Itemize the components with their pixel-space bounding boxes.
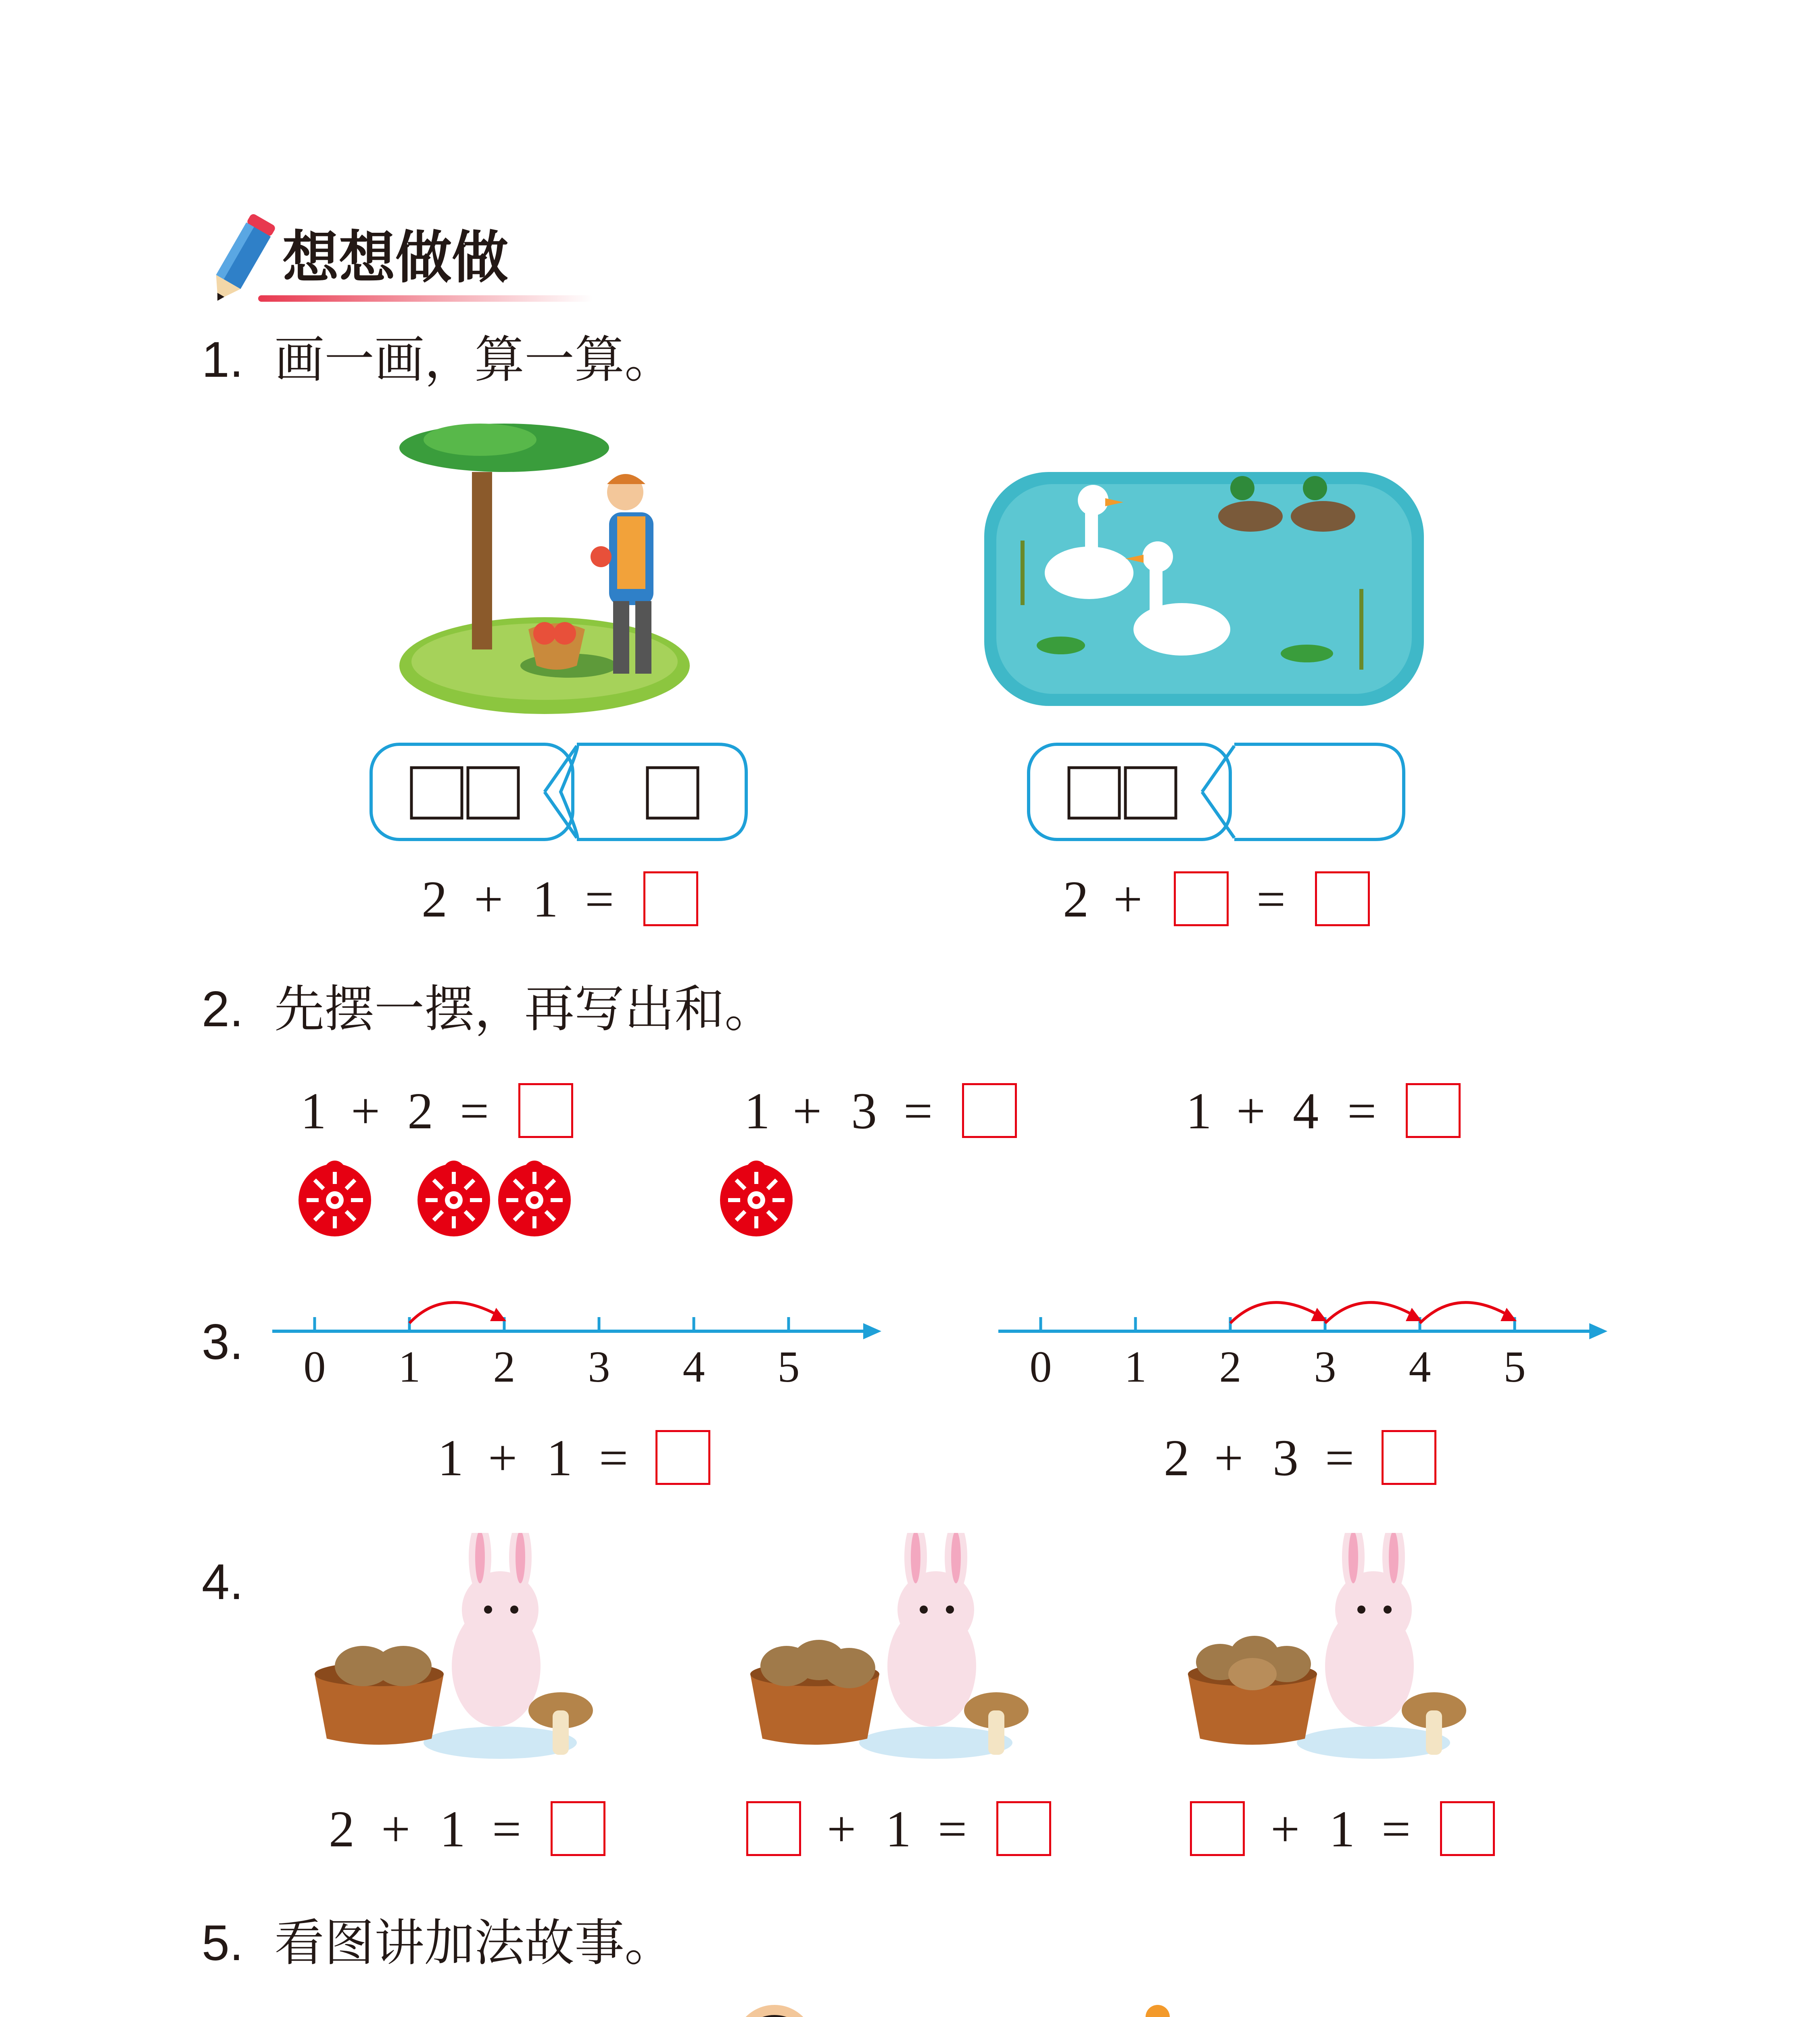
q1-right-decompose-box <box>1025 740 1412 845</box>
rabbit-mushroom-illustration-2 <box>746 1533 1061 1767</box>
children-reading-illustration <box>536 1981 1267 2017</box>
answer-box[interactable] <box>643 871 698 926</box>
section-header <box>198 206 601 311</box>
pencil-icon <box>198 206 286 311</box>
answer-box[interactable] <box>1174 871 1229 926</box>
tick-label: 1 <box>398 1342 421 1391</box>
q2-number: 2. <box>202 981 244 1037</box>
rabbit-mushroom-illustration-3 <box>1184 1533 1499 1767</box>
q1-number: 1. <box>202 332 244 388</box>
answer-box[interactable] <box>655 1430 710 1485</box>
q4-number: 4. <box>202 1554 244 1610</box>
counter-disc <box>298 1161 371 1236</box>
tick-label: 0 <box>303 1342 326 1391</box>
answer-box[interactable] <box>962 1083 1017 1138</box>
q1-text: 画一画，算一算。 <box>274 331 675 389</box>
tick-label: 4 <box>1409 1342 1431 1391</box>
answer-box[interactable] <box>1382 1430 1436 1485</box>
counter-disc <box>498 1161 571 1236</box>
tick-label: 0 <box>1029 1342 1052 1391</box>
rabbit-mushroom-illustration-1 <box>311 1533 625 1767</box>
q3-number: 3. <box>202 1314 244 1370</box>
q1-left-decompose-box <box>367 740 754 845</box>
tick-label: 3 <box>1314 1342 1336 1391</box>
answer-box[interactable] <box>996 1801 1051 1856</box>
answer-box[interactable] <box>1190 1801 1245 1856</box>
tick-label: 2 <box>493 1342 516 1391</box>
header-underline <box>258 295 593 302</box>
answer-box[interactable] <box>1406 1083 1461 1138</box>
section-title: 想想做做 <box>282 225 509 291</box>
tick-label: 3 <box>588 1342 610 1391</box>
tick-label: 1 <box>1124 1342 1147 1391</box>
answer-box[interactable] <box>1440 1801 1495 1856</box>
tick-label: 2 <box>1219 1342 1242 1391</box>
tick-label: 5 <box>777 1342 800 1391</box>
tick-label: 4 <box>682 1342 705 1391</box>
q2-counters <box>290 1160 815 1240</box>
apple-picking-illustration <box>399 424 690 718</box>
answer-box[interactable] <box>1315 871 1370 926</box>
answer-box[interactable] <box>746 1801 801 1856</box>
answer-box[interactable] <box>551 1801 605 1856</box>
counter-disc <box>720 1161 793 1236</box>
tick-label: 5 <box>1503 1342 1526 1391</box>
number-line-right <box>996 1283 1609 1404</box>
pond-ducks-illustration <box>984 420 1424 710</box>
q5-number: 5. <box>202 1915 244 1971</box>
number-line-left <box>270 1283 883 1404</box>
counter-disc <box>417 1161 490 1236</box>
answer-box[interactable] <box>518 1083 573 1138</box>
q2-text: 先摆一摆，再写出和。 <box>274 980 775 1038</box>
q5-text: 看图讲加法故事。 <box>274 1914 675 1972</box>
